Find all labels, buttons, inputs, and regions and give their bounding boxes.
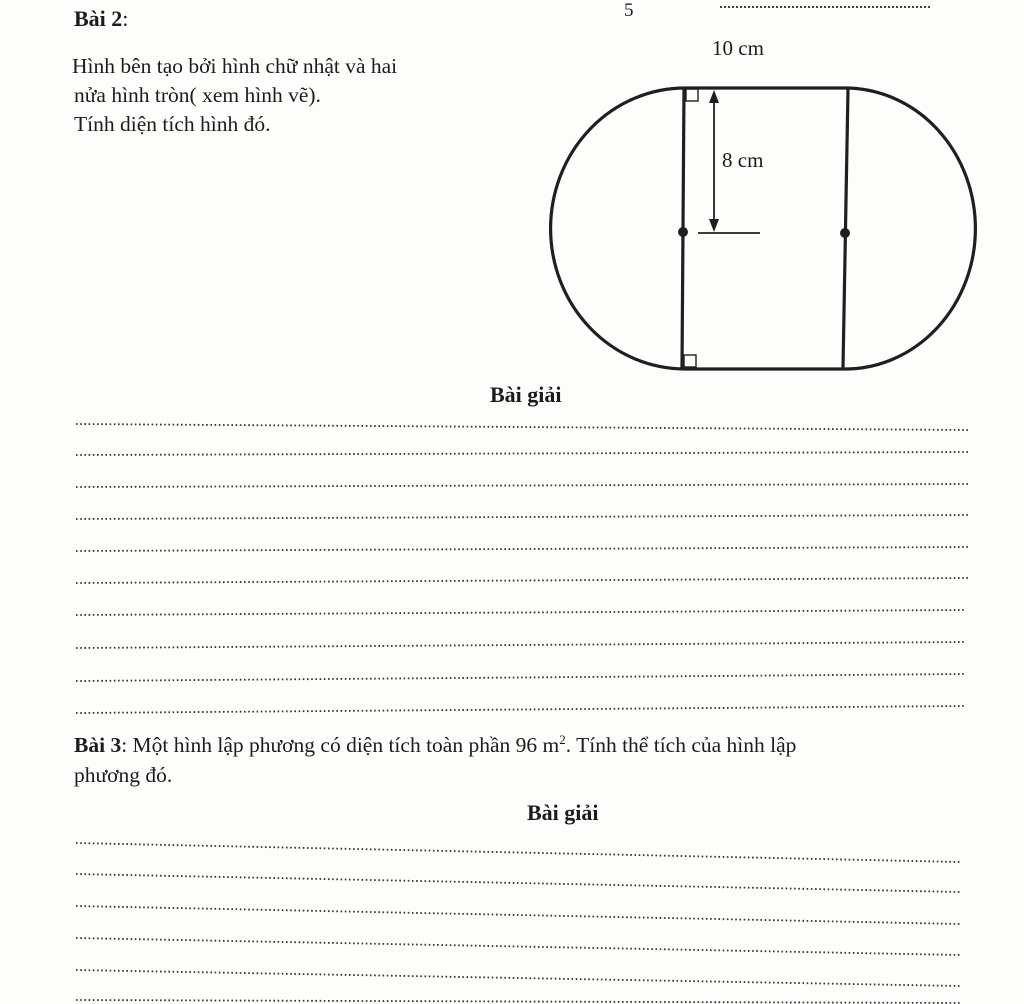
exercise-3-line-1	[74, 730, 974, 760]
answer-line	[76, 547, 968, 551]
answer-line	[76, 874, 960, 892]
answer-line	[76, 906, 960, 924]
answer-line	[76, 970, 960, 986]
exercise-2-line-3: Tính diện tích hình đó.	[74, 112, 271, 136]
answer-line	[76, 578, 968, 583]
exercise-3-text-before: : Một hình lập phương có diện tích toàn phần 96 m	[121, 733, 560, 757]
answer-line	[76, 674, 966, 681]
exercise-3-solution-heading: Bài giải	[527, 800, 599, 825]
answer-line	[76, 610, 966, 615]
answer-line	[76, 706, 966, 713]
exercise-2-label: Bài 2	[74, 6, 123, 31]
exercise-3-label: Bài 3	[74, 733, 122, 757]
height-label: 8 cm	[722, 148, 764, 172]
exercise-3-superscript: 2	[559, 731, 566, 747]
exercise-3-text-after: . Tính thể tích của hình lập	[565, 733, 797, 757]
answer-line	[76, 424, 968, 430]
exercise-2-solution-heading: Bài giải	[490, 382, 562, 407]
answer-line	[76, 843, 960, 862]
exercise-2-line-1: Hình bên tạo bởi hình chữ nhật và hai	[72, 54, 398, 78]
answer-line	[76, 515, 968, 519]
answer-line	[76, 484, 968, 487]
answer-line	[76, 642, 966, 648]
exercise-2-colon: :	[122, 6, 129, 31]
length-label: 10 cm	[712, 36, 764, 60]
stray-page-number: 5	[624, 0, 634, 21]
exercise-3-text	[74, 730, 974, 790]
exercise-2-line-2: nửa hình tròn( xem hình vẽ).	[74, 83, 321, 107]
answer-line	[76, 1000, 960, 1003]
answer-line	[76, 938, 960, 955]
answer-line	[76, 452, 968, 455]
exercise-3-line-2: phương đó.	[74, 763, 173, 787]
